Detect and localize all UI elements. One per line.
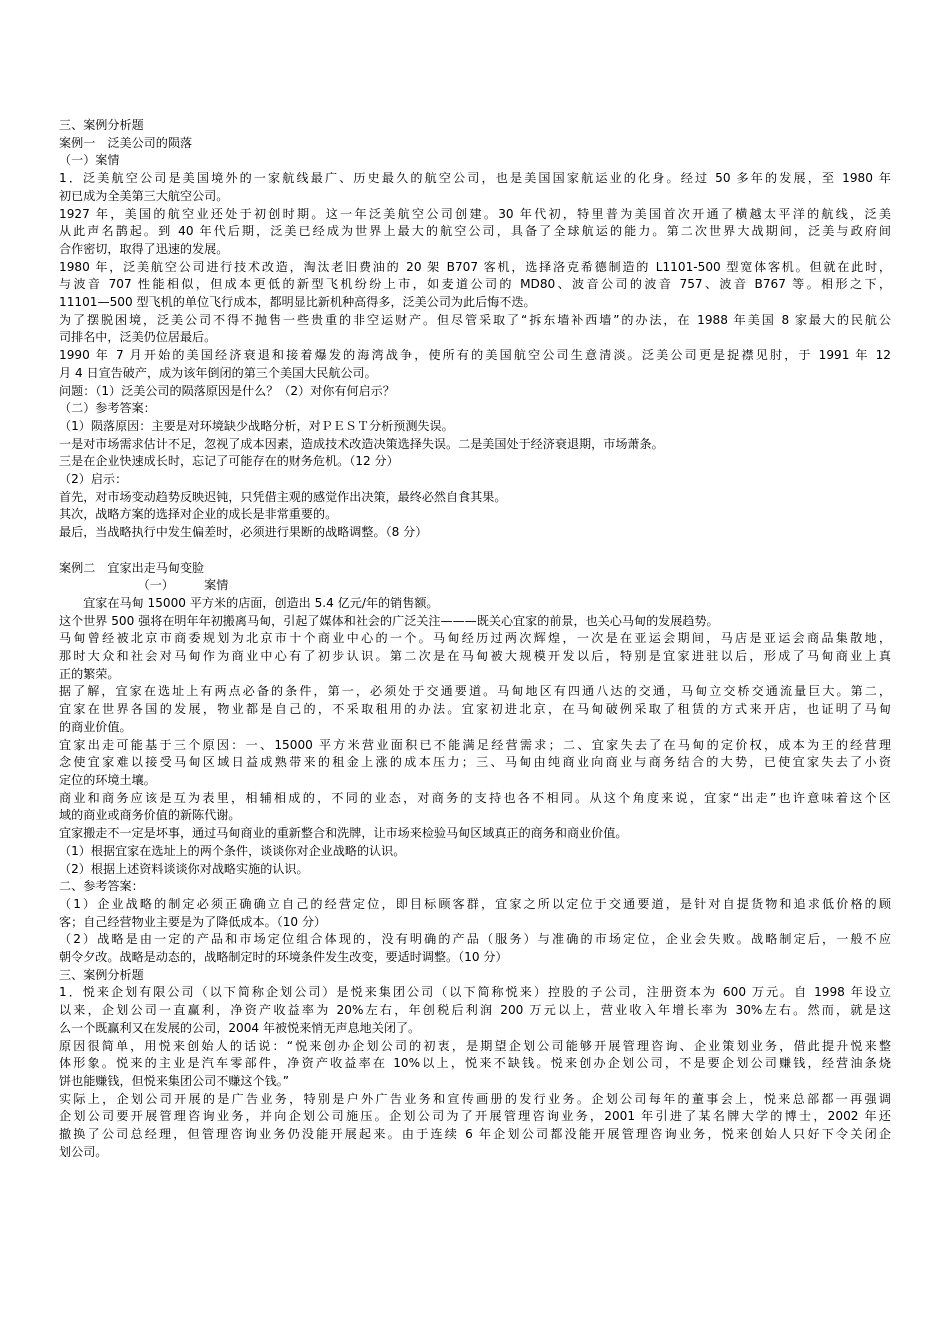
text-line: 马甸曾经被北京市商委规划为北京市十个商业中心的一个。马甸经历过两次辉煌，一次是在亚运会期间，马店是亚运会商品集散地， xyxy=(59,631,891,646)
answer-line: 最后，当战略执行中发生偏差时，必须进行果断的战略调整。（8 分） xyxy=(59,525,428,540)
text-line: 商业和商务应该是互为表里，相辅相成的，不同的业态，对商务的支持也各不相同。从这个角度来说，宜家“出走”也许意味着这个区 xyxy=(59,790,891,805)
text-line: 那时大众和社会对马甸作为商业中心有了初步认识。第二次是在马甸被大规模开发以后，特别是宜家进驻以后，形成了马甸商业上真 xyxy=(59,649,891,664)
subheading: （一）案情 xyxy=(59,153,120,168)
text-line: 撤换了公司总经理，但管理咨询业务仍没能开展起来。由于连续 6 年企划公司都没能开展管理咨询业务，悦来创始人只好下令关闭企 xyxy=(59,1127,891,1142)
text-line: 以来，企划公司一直赢利，净资产收益率为 20%左右，年创税后利润 200 万元以上，营业收入年增长率为 30%左右。然而，就是这 xyxy=(59,1003,891,1018)
text-line: 念使宜家难以接受马甸区域日益成熟带来的租金上涨的成本压力；三、马甸由纯商业向商业与商务结合的大势，已使宜家失去了小资 xyxy=(59,755,891,770)
text-line: 宜家在世界各国的发展，物业都是自己的，不采取租用的办法。宜家初进北京，在马甸破例采取了租赁的方式来开店，也证明了马甸 xyxy=(59,702,891,717)
section-heading: 三、案例分析题 xyxy=(59,118,144,132)
text-line: 司排名中，泛美仍位居最后。 xyxy=(59,330,217,345)
question-line: 问题：（1）泛美公司的陨落原因是什么？（2）对你有何启示？ xyxy=(59,383,395,398)
text-line: 域的商业或商务价值的新陈代谢。 xyxy=(59,808,241,823)
answer-line: （2）启示： xyxy=(59,472,128,487)
case-title: 案例一 泛美公司的陨落 xyxy=(59,135,193,150)
answer-line: 一是对市场需求估计不足，忽视了成本因素，造成技术改造决策选择失误。二是美国处于经济衰退期，市场萧条。 xyxy=(59,436,664,451)
question-line: （2）根据上述资料谈谈你对战略实施的认识。 xyxy=(59,861,309,876)
text-line: 正的繁荣。 xyxy=(59,666,120,681)
section-heading: 三、案例分析题 xyxy=(59,967,144,982)
subheading: 二、参考答案： xyxy=(59,879,144,894)
text-line: 1927 年，美国的航空业还处于初创时期。这一年泛美航空公司创建。30 年代初，特里普为美国首次开通了横越太平洋的航线，泛美 xyxy=(59,206,891,221)
text-line: 体形象。悦来的主业是汽车零部件，净资产收益率在 10%以上，悦来不缺钱。悦来创办企划公司，不是要企划公司赚钱，经营油条烧 xyxy=(59,1056,891,1071)
blank-line xyxy=(59,542,891,560)
answer-line: 其次，战略方案的选择对企业的成长是非常重要的。 xyxy=(59,507,338,522)
text-line: 1990 年 7 月开始的美国经济衰退和接着爆发的海湾战争，使所有的美国航空公司生意清淡。泛美公司更是捉襟见肘，于 1991 年 12 xyxy=(59,348,891,363)
subheading: （二）参考答案： xyxy=(59,401,156,416)
text-line: 划公司。 xyxy=(59,1144,108,1159)
answer-line: 三是在企业快速成长时，忘记了可能存在的财务危机。（12 分） xyxy=(59,454,399,469)
text-line: 为了摆脱困境，泛美公司不得不抛售一些贵重的非空运财产。但尽管采取了“拆东墙补西墙”的办法，在 1988 年美国 8 家最大的民航公 xyxy=(59,312,891,327)
text-line: 据了解，宜家在选址上有两点必备的条件，第一，必须处于交通要道。马甸地区有四通八达的交通，马甸立交桥交通流量巨大。第二， xyxy=(59,684,891,699)
text-line: 定位的环境土壤。 xyxy=(59,773,156,787)
text-line: 么一个既赢利又在发展的公司，2004 年被悦来悄无声息地关闭了。 xyxy=(59,1020,421,1035)
text-line: 实际上，企划公司开展的是广告业务，特别是户外广告业务和宣传画册的发行业务。企划公司每年的董事会上，悦来总部都一再强调 xyxy=(59,1091,891,1106)
text-line: 的商业价值。 xyxy=(59,719,132,734)
text-line: 1．悦来企划有限公司（以下简称企划公司）是悦来集团公司（以下简称悦来）控股的子公司，注册资本为 600 万元。自 1998 年设立 xyxy=(59,985,891,1000)
subheading: （一） 案情 xyxy=(59,578,229,593)
text-line: 月 4 日宣告破产，成为该年倒闭的第三个美国大民航公司。 xyxy=(59,365,377,380)
text-line: 宜家在马甸 15000 平方米的店面，创造出 5.4 亿元/年的销售额。 xyxy=(59,595,439,610)
text-line: 原因很简单，用悦来创始人的话说：“悦来创办企划公司的初衷，是期望企划公司能够开展管理咨询、企业策划业务，借此提升悦来整 xyxy=(59,1038,891,1053)
answer-line: （2）战略是由一定的产品和市场定位组合体现的，没有明确的产品（服务）与准确的市场定位，企业会失败。战略制定后，一般不应 xyxy=(59,932,891,947)
answer-line: 首先，对市场变动趋势反映迟钝，只凭借主观的感觉作出决策，最终必然自食其果。 xyxy=(59,489,507,504)
answer-line: 客；自己经营物业主要是为了降低成本。（10 分） xyxy=(59,914,327,929)
answer-line: （1）企业战略的制定必须正确确立自己的经营定位，即目标顾客群，宜家之所以定位于交通要道，是针对自提货物和追求低价格的顾 xyxy=(59,896,891,911)
text-line: 宜家搬走不一定是坏事，通过马甸商业的重新整合和洗牌，让市场来检验马甸区域真正的商务和商业价值。 xyxy=(59,826,628,841)
answer-line: （1）陨落原因：主要是对环境缺少战略分析，对ＰＥＳＴ分析预测失误。 xyxy=(59,418,454,433)
case-title: 案例二 宜家出走马甸变脸 xyxy=(59,560,205,575)
text-line: 与波音 707 性能相似，但成本更低的新型飞机纷纷上市，如麦道公司的 MD80、波音公司的波音 757、波音 B767 等。相形之下， xyxy=(59,277,891,292)
text-line: 初已成为全美第三大航空公司。 xyxy=(59,188,229,203)
text-line: 合作密切，取得了迅速的发展。 xyxy=(59,241,229,256)
answer-line: 朝令夕改。战略是动态的，战略制定时的环境条件发生改变，要适时调整。（10 分） xyxy=(59,950,508,965)
text-line: 这个世界 500 强将在明年年初搬离马甸，引起了媒体和社会的广泛关注———既关心宜家的前景，也关心马甸的发展趋势。 xyxy=(59,613,719,628)
text-line: 1980 年，泛美航空公司进行技术改造，淘汰老旧费油的 20 架 B707 客机，选择洛克希德制造的 L1101-500 型宽体客机。但就在此时， xyxy=(59,259,891,274)
text-line: 1．泛美航空公司是美国境外的一家航线最广、历史最久的航空公司，也是美国国家航运业的化身。经过 50 多年的发展，至 1980 年 xyxy=(59,171,891,186)
text-line: 11101—500 型飞机的单位飞行成本，都明显比新机种高得多，泛美公司为此后悔不迭。 xyxy=(59,295,536,310)
text-line: 宜家出走可能基于三个原因：一、15000 平方米营业面积已不能满足经营需求；二、宜家失去了在马甸的定价权，成本为王的经营理 xyxy=(59,737,891,752)
text-line: 企划公司要开展管理咨询业务，并向企划公司施压。企划公司为了开展管理咨询业务，2001 年引进了某名牌大学的博士，2002 年还 xyxy=(59,1109,891,1124)
question-line: （1）根据宜家在选址上的两个条件，谈谈你对企业战略的认识。 xyxy=(59,843,406,858)
text-line: 从此声名鹊起。到 40 年代后期，泛美已经成为世界上最大的航空公司，具备了全球航运的能力。第二次世界大战期间，泛美与政府间 xyxy=(59,224,891,239)
text-line: 饼也能赚钱，但悦来集团公司不赚这个钱。” xyxy=(59,1073,289,1088)
